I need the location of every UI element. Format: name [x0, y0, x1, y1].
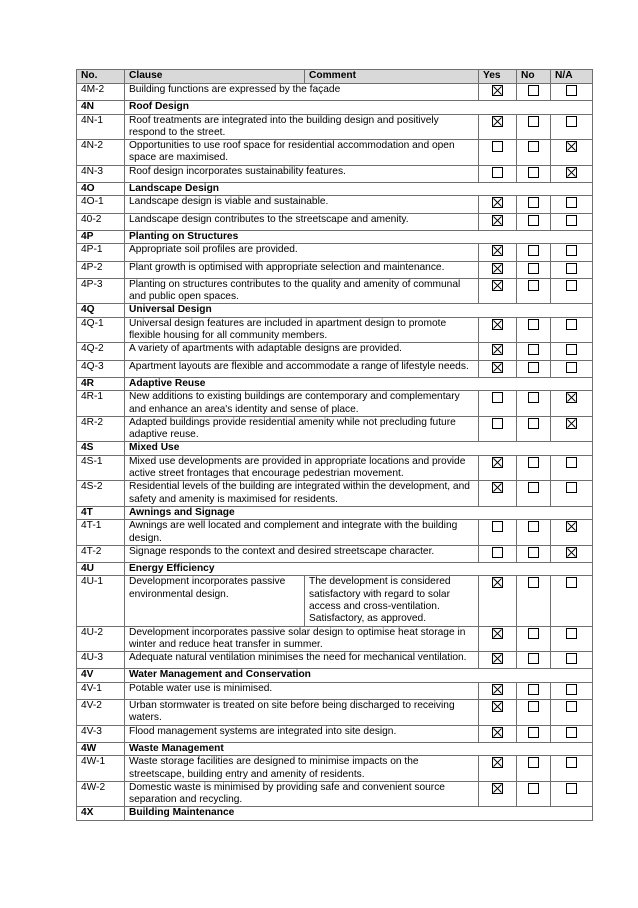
clause-text: Development incorporates passive solar design to optimise heat storage in winter and reduce heat transfer in summer. — [125, 626, 479, 652]
table-row — [77, 343, 593, 360]
no-cell — [517, 781, 551, 807]
section-number: 4T — [77, 506, 125, 519]
section-header-row — [77, 742, 593, 755]
na-checkbox[interactable] — [566, 457, 577, 468]
yes-cell — [479, 756, 517, 782]
no-cell — [517, 278, 551, 304]
col-na-header: N/A — [551, 70, 593, 84]
na-checkbox[interactable] — [566, 197, 577, 208]
no-checkbox[interactable] — [528, 521, 539, 532]
yes-cell — [479, 317, 517, 343]
na-cell — [551, 196, 593, 213]
clause-number: 4W-2 — [77, 781, 125, 807]
yes-cell — [479, 700, 517, 726]
yes-cell — [479, 682, 517, 699]
no-checkbox[interactable] — [528, 418, 539, 429]
no-cell — [517, 725, 551, 742]
clause-text: Adequate natural ventilation minimises the need for mechanical ventilation. — [125, 652, 479, 669]
clause-text: Mixed use developments are provided in appropriate locations and provide active street frontages that encourage pedestrian movement. — [125, 455, 479, 481]
na-cell — [551, 725, 593, 742]
table-row — [77, 278, 593, 304]
clause-text: Appropriate soil profiles are provided. — [125, 244, 479, 261]
no-checkbox[interactable] — [528, 319, 539, 330]
no-checkbox[interactable] — [528, 215, 539, 226]
na-cell — [551, 84, 593, 101]
yes-checkbox[interactable] — [492, 167, 503, 178]
no-checkbox[interactable] — [528, 653, 539, 664]
no-checkbox[interactable] — [528, 727, 539, 738]
yes-cell — [479, 165, 517, 182]
na-checkbox[interactable] — [566, 392, 577, 403]
no-cell — [517, 545, 551, 562]
yes-cell — [479, 278, 517, 304]
section-header-row — [77, 442, 593, 455]
yes-cell — [479, 481, 517, 507]
no-cell — [517, 244, 551, 261]
section-title: Awnings and Signage — [125, 506, 593, 519]
yes-checkbox[interactable] — [492, 727, 503, 738]
na-checkbox[interactable] — [566, 727, 577, 738]
na-cell — [551, 626, 593, 652]
clause-number: 4Q-1 — [77, 317, 125, 343]
clause-text: Universal design features are included in apartment design to promote flexible housing for all community members. — [125, 317, 479, 343]
clause-text: Plant growth is optimised with appropriate selection and maintenance. — [125, 261, 479, 278]
table-row — [77, 317, 593, 343]
yes-cell — [479, 343, 517, 360]
no-checkbox[interactable] — [528, 245, 539, 256]
no-checkbox[interactable] — [528, 457, 539, 468]
yes-cell — [479, 244, 517, 261]
na-cell — [551, 781, 593, 807]
no-checkbox[interactable] — [528, 547, 539, 558]
clause-number: 4N-3 — [77, 165, 125, 182]
yes-checkbox[interactable] — [492, 653, 503, 664]
no-checkbox[interactable] — [528, 116, 539, 127]
na-cell — [551, 360, 593, 377]
table-row — [77, 700, 593, 726]
yes-cell — [479, 140, 517, 166]
no-cell — [517, 652, 551, 669]
clause-number: 4S-2 — [77, 481, 125, 507]
yes-checkbox[interactable] — [492, 263, 503, 274]
clause-number: 4W-1 — [77, 756, 125, 782]
section-title: Waste Management — [125, 742, 593, 755]
na-checkbox[interactable] — [566, 263, 577, 274]
yes-cell — [479, 520, 517, 546]
section-header-row — [77, 183, 593, 196]
clause-text: Domestic waste is minimised by providing safe and convenient source separation and recycling. — [125, 781, 479, 807]
section-title: Landscape Design — [125, 183, 593, 196]
yes-checkbox[interactable] — [492, 141, 503, 152]
na-cell — [551, 114, 593, 140]
na-checkbox[interactable] — [566, 116, 577, 127]
section-header-row — [77, 669, 593, 682]
section-header-row — [77, 563, 593, 576]
table-row — [77, 545, 593, 562]
section-number: 4V — [77, 669, 125, 682]
table-row — [77, 481, 593, 507]
clause-text: Apartment layouts are flexible and accommodate a range of lifestyle needs. — [125, 360, 479, 377]
na-checkbox[interactable] — [566, 215, 577, 226]
col-no-check-header: No — [517, 70, 551, 84]
yes-checkbox[interactable] — [492, 757, 503, 768]
na-cell — [551, 576, 593, 626]
no-cell — [517, 114, 551, 140]
no-cell — [517, 455, 551, 481]
no-cell — [517, 682, 551, 699]
table-row — [77, 261, 593, 278]
clause-text: Residential levels of the building are integrated within the development, and safety and amenity is maximised for residents. — [125, 481, 479, 507]
clause-number: 4P-2 — [77, 261, 125, 278]
no-cell — [517, 576, 551, 626]
yes-checkbox[interactable] — [492, 362, 503, 373]
header-row — [77, 70, 593, 84]
na-checkbox[interactable] — [566, 167, 577, 178]
section-header-row — [77, 807, 593, 820]
na-cell — [551, 481, 593, 507]
yes-checkbox[interactable] — [492, 197, 503, 208]
no-cell — [517, 700, 551, 726]
no-checkbox[interactable] — [528, 344, 539, 355]
clause-number: 4U-1 — [77, 576, 125, 626]
no-checkbox[interactable] — [528, 141, 539, 152]
table-row — [77, 114, 593, 140]
no-cell — [517, 196, 551, 213]
clause-number: 4V-2 — [77, 700, 125, 726]
clause-text: Adapted buildings provide residential amenity while not precluding future adaptive reuse. — [125, 416, 479, 442]
table-row — [77, 455, 593, 481]
section-header-row — [77, 304, 593, 317]
no-checkbox[interactable] — [528, 167, 539, 178]
clause-text: Planting on structures contributes to the quality and amenity of communal and public open spaces. — [125, 278, 479, 304]
no-cell — [517, 520, 551, 546]
clause-number: 40-2 — [77, 213, 125, 230]
no-cell — [517, 261, 551, 278]
na-checkbox[interactable] — [566, 141, 577, 152]
table-row — [77, 682, 593, 699]
na-cell — [551, 343, 593, 360]
yes-checkbox[interactable] — [492, 783, 503, 794]
no-cell — [517, 756, 551, 782]
section-number: 4N — [77, 101, 125, 114]
no-cell — [517, 343, 551, 360]
clause-number: 4O-1 — [77, 196, 125, 213]
section-title: Building Maintenance — [125, 807, 593, 820]
clause-number: 4U-3 — [77, 652, 125, 669]
na-checkbox[interactable] — [566, 362, 577, 373]
clause-number: 4P-3 — [77, 278, 125, 304]
yes-checkbox[interactable] — [492, 116, 503, 127]
na-checkbox[interactable] — [566, 547, 577, 558]
clause-text: Signage responds to the context and desired streetscape character. — [125, 545, 479, 562]
yes-checkbox[interactable] — [492, 392, 503, 403]
table-row — [77, 725, 593, 742]
na-cell — [551, 213, 593, 230]
table-row — [77, 140, 593, 166]
section-number: 4W — [77, 742, 125, 755]
yes-cell — [479, 652, 517, 669]
yes-checkbox[interactable] — [492, 344, 503, 355]
na-checkbox[interactable] — [566, 85, 577, 96]
clause-number: 4N-2 — [77, 140, 125, 166]
na-cell — [551, 261, 593, 278]
clause-text: Landscape design is viable and sustainable. — [125, 196, 479, 213]
no-checkbox[interactable] — [528, 197, 539, 208]
yes-checkbox[interactable] — [492, 577, 503, 588]
clause-text: Building functions are expressed by the façade — [125, 84, 479, 101]
na-checkbox[interactable] — [566, 418, 577, 429]
na-checkbox[interactable] — [566, 783, 577, 794]
no-checkbox[interactable] — [528, 757, 539, 768]
section-number: 4U — [77, 563, 125, 576]
no-checkbox[interactable] — [528, 362, 539, 373]
no-checkbox[interactable] — [528, 783, 539, 794]
yes-cell — [479, 360, 517, 377]
yes-checkbox[interactable] — [492, 245, 503, 256]
clause-number: 4Q-3 — [77, 360, 125, 377]
table-row — [77, 781, 593, 807]
na-checkbox[interactable] — [566, 701, 577, 712]
na-cell — [551, 278, 593, 304]
section-header-row — [77, 506, 593, 519]
na-checkbox[interactable] — [566, 344, 577, 355]
clause-text: A variety of apartments with adaptable designs are provided. — [125, 343, 479, 360]
yes-cell — [479, 84, 517, 101]
table-row — [77, 84, 593, 101]
clause-text: Development incorporates passive environmental design. — [125, 576, 305, 626]
no-cell — [517, 213, 551, 230]
no-cell — [517, 481, 551, 507]
clause-text: Landscape design contributes to the streetscape and amenity. — [125, 213, 479, 230]
table-row — [77, 213, 593, 230]
no-checkbox[interactable] — [528, 280, 539, 291]
yes-checkbox[interactable] — [492, 521, 503, 532]
clause-text: Roof treatments are integrated into the building design and positively respond to the street. — [125, 114, 479, 140]
no-checkbox[interactable] — [528, 701, 539, 712]
yes-cell — [479, 455, 517, 481]
na-cell — [551, 391, 593, 417]
na-cell — [551, 244, 593, 261]
yes-cell — [479, 213, 517, 230]
section-header-row — [77, 377, 593, 390]
section-title: Water Management and Conservation — [125, 669, 593, 682]
no-cell — [517, 360, 551, 377]
col-clause-header: Clause — [125, 70, 305, 84]
table-row — [77, 165, 593, 182]
no-cell — [517, 165, 551, 182]
na-checkbox[interactable] — [566, 684, 577, 695]
clause-text: New additions to existing buildings are contemporary and complementary and enhance an area's identity and sense of place. — [125, 391, 479, 417]
clause-text: Opportunities to use roof space for residential accommodation and open space are maximised. — [125, 140, 479, 166]
section-header-row — [77, 230, 593, 243]
table-row — [77, 360, 593, 377]
section-number: 4S — [77, 442, 125, 455]
section-title: Mixed Use — [125, 442, 593, 455]
na-checkbox[interactable] — [566, 757, 577, 768]
yes-checkbox[interactable] — [492, 482, 503, 493]
na-checkbox[interactable] — [566, 577, 577, 588]
na-cell — [551, 700, 593, 726]
no-checkbox[interactable] — [528, 628, 539, 639]
na-checkbox[interactable] — [566, 521, 577, 532]
na-checkbox[interactable] — [566, 653, 577, 664]
clause-number: 4V-3 — [77, 725, 125, 742]
section-number: 4Q — [77, 304, 125, 317]
clause-text: Roof design incorporates sustainability features. — [125, 165, 479, 182]
clause-number: 4V-1 — [77, 682, 125, 699]
section-title: Adaptive Reuse — [125, 377, 593, 390]
yes-checkbox[interactable] — [492, 85, 503, 96]
section-number: 4X — [77, 807, 125, 820]
section-title: Roof Design — [125, 101, 593, 114]
section-header-row — [77, 101, 593, 114]
no-checkbox[interactable] — [528, 85, 539, 96]
yes-cell — [479, 416, 517, 442]
yes-cell — [479, 626, 517, 652]
checklist-table — [76, 69, 593, 821]
table-row — [77, 244, 593, 261]
na-checkbox[interactable] — [566, 319, 577, 330]
na-cell — [551, 165, 593, 182]
comment-text: The development is considered satisfactory with regard to solar access and cross-ventilation. Satisfactory, as approved. — [305, 576, 479, 626]
na-checkbox[interactable] — [566, 280, 577, 291]
na-cell — [551, 682, 593, 699]
yes-checkbox[interactable] — [492, 418, 503, 429]
yes-cell — [479, 725, 517, 742]
yes-cell — [479, 545, 517, 562]
no-cell — [517, 416, 551, 442]
na-checkbox[interactable] — [566, 628, 577, 639]
clause-number: 4T-1 — [77, 520, 125, 546]
na-cell — [551, 140, 593, 166]
yes-checkbox[interactable] — [492, 701, 503, 712]
clause-text: Flood management systems are integrated into site design. — [125, 725, 479, 742]
clause-number: 4R-1 — [77, 391, 125, 417]
yes-checkbox[interactable] — [492, 628, 503, 639]
no-checkbox[interactable] — [528, 392, 539, 403]
yes-checkbox[interactable] — [492, 547, 503, 558]
na-cell — [551, 652, 593, 669]
clause-number: 4Q-2 — [77, 343, 125, 360]
na-cell — [551, 416, 593, 442]
na-cell — [551, 317, 593, 343]
clause-number: 4P-1 — [77, 244, 125, 261]
yes-cell — [479, 576, 517, 626]
yes-checkbox[interactable] — [492, 280, 503, 291]
yes-checkbox[interactable] — [492, 684, 503, 695]
table-row — [77, 652, 593, 669]
section-number: 4P — [77, 230, 125, 243]
clause-text: Waste storage facilities are designed to minimise impacts on the streetscape, building entry and amenity of residents. — [125, 756, 479, 782]
section-title: Planting on Structures — [125, 230, 593, 243]
section-number: 4R — [77, 377, 125, 390]
na-cell — [551, 545, 593, 562]
yes-cell — [479, 781, 517, 807]
clause-number: 4T-2 — [77, 545, 125, 562]
table-row — [77, 626, 593, 652]
na-checkbox[interactable] — [566, 482, 577, 493]
na-checkbox[interactable] — [566, 245, 577, 256]
clause-number: 4S-1 — [77, 455, 125, 481]
yes-cell — [479, 261, 517, 278]
section-title: Energy Efficiency — [125, 563, 593, 576]
clause-number: 4R-2 — [77, 416, 125, 442]
yes-cell — [479, 196, 517, 213]
yes-cell — [479, 391, 517, 417]
no-checkbox[interactable] — [528, 263, 539, 274]
na-cell — [551, 756, 593, 782]
col-yes-header: Yes — [479, 70, 517, 84]
no-cell — [517, 391, 551, 417]
table-row — [77, 576, 593, 626]
no-cell — [517, 84, 551, 101]
yes-checkbox[interactable] — [492, 215, 503, 226]
section-number: 4O — [77, 183, 125, 196]
table-row — [77, 756, 593, 782]
no-checkbox[interactable] — [528, 577, 539, 588]
table-row — [77, 416, 593, 442]
yes-cell — [479, 114, 517, 140]
no-cell — [517, 317, 551, 343]
no-cell — [517, 140, 551, 166]
clause-number: 4U-2 — [77, 626, 125, 652]
yes-checkbox[interactable] — [492, 457, 503, 468]
yes-checkbox[interactable] — [492, 319, 503, 330]
no-checkbox[interactable] — [528, 684, 539, 695]
na-cell — [551, 455, 593, 481]
clause-text: Potable water use is minimised. — [125, 682, 479, 699]
no-checkbox[interactable] — [528, 482, 539, 493]
clause-number: 4N-1 — [77, 114, 125, 140]
section-title: Universal Design — [125, 304, 593, 317]
na-cell — [551, 520, 593, 546]
table-row — [77, 391, 593, 417]
col-no-header: No. — [77, 70, 125, 84]
clause-number: 4M-2 — [77, 84, 125, 101]
no-cell — [517, 626, 551, 652]
table-row — [77, 196, 593, 213]
clause-text: Awnings are well located and complement and integrate with the building design. — [125, 520, 479, 546]
col-comment-header: Comment — [305, 70, 479, 84]
clause-text: Urban stormwater is treated on site before being discharged to receiving waters. — [125, 700, 479, 726]
table-row — [77, 520, 593, 546]
